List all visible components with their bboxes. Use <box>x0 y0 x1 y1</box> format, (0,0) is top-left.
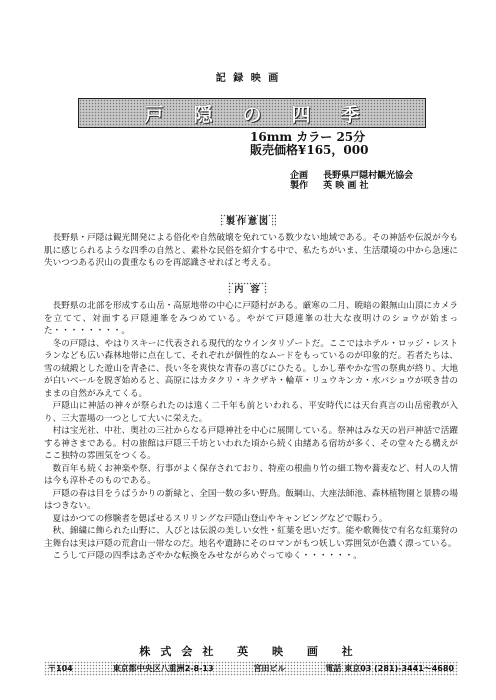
content-body <box>44 300 458 563</box>
film-format: 16mm カラー 25分 <box>250 130 366 144</box>
content-paragraph: 夏はかつての修験者を偲ばせるスリリングな戸隠山登山やキャンピングなどで賑わう。 <box>52 513 388 524</box>
phone-number: 電話 東京03 (281)-3441～4680 <box>325 664 454 673</box>
production-label: 製作 <box>290 181 309 191</box>
film-specs <box>250 131 368 157</box>
production-value: 英 映 画 社 <box>323 181 369 191</box>
content-paragraph: こうして戸隠の四季はあざやかな転換をみせながらめぐってゆく・・・・・・。 <box>52 551 362 561</box>
content-heading <box>0 282 496 295</box>
production-row <box>290 181 413 191</box>
intent-body <box>44 232 458 270</box>
building-name: 宮田ビル <box>253 664 286 673</box>
film-price: 販売価格¥165，000 <box>250 143 369 157</box>
content-paragraph: 長野県の北部を形成する山岳・高原地帯の中心に戸隠村がある。厳寒の二月、暁暗の銀無山山頂にカメラを立てて、対面する戸隠連峯をみつめている。やがて戸隠連峯の壮大な夜明けのショウが始まった・・・・・・・・。 <box>44 301 458 336</box>
content-paragraph: 戸隠の春は目をうばうかりの新緑と、全国一数の多い野鳥。飯綱山、大座法師池、森林植物園と景勝の場はつきない。 <box>44 488 458 511</box>
company-name: 株式会社 英 映 画 社 <box>139 645 363 658</box>
content-heading-text: 内 容 <box>234 285 262 295</box>
title-banner <box>78 98 426 128</box>
content-paragraph: 秋、錦繍に飾られた山野に、人びとは伝説の美しい女性・紅葉を思いだす。能や歌舞伎で有名な紅葉狩の主舞台は実は戸隠の荒倉山一帯なのだ。地名や遺跡にそのロマンがもつ妖しい雰囲気が色濃く漂っている。 <box>44 526 458 549</box>
planning-row <box>290 171 413 181</box>
street-address: 東京都中央区八重洲2-8-13 <box>112 664 214 673</box>
producer-credits <box>290 171 413 191</box>
postal-code: 〒104 <box>48 664 73 673</box>
content-paragraph: 村は宝光社、中社、奥社の三社からなる戸隠神社を中心に展開している。祭神はみな天の岩戸神話で活躍する神さまである。村の旅館は戸隠三千坊といわれた頃から続く由緒ある宿坊が多く、その堂々たる構えがここ独特の雰囲気をつくる。 <box>44 426 458 461</box>
planning-label: 企画 <box>290 171 309 181</box>
film-title: 戸隠の四季 <box>144 103 390 126</box>
content-paragraph: 戸隠山に神話の神々が祭られたのは遠く二千年も前といわれる、平安時代には天台真言の山岳密教が入り、三大霊場の一つとして大いに栄えた。 <box>44 401 458 424</box>
intent-heading-text: 製作意図 <box>225 217 270 227</box>
intent-paragraph: 長野県・戸隠は観光開発による俗化や自然破壊を免れている数少ない地域である。その神話や伝説が今も肌に感じられるような四季の自然と、素朴な民俗を紹介する中で、私たちがいま、生活環境の中から急速に失いつつある沢山の貴重なものを再認識させればと考える。 <box>44 233 458 268</box>
planning-value: 長野県戸隠村観光協会 <box>323 171 414 181</box>
film-category: 記 録 映 画 <box>215 73 281 84</box>
address-bar <box>44 661 458 676</box>
content-paragraph: 数百年も続くお神楽や祭、行事がよく保存されており、特産の根曲り竹の細工物や蕎麦など、村人の人情は今も淳朴そのものである。 <box>44 463 458 486</box>
intent-heading <box>0 214 496 227</box>
footer <box>44 643 458 676</box>
content-paragraph: 冬の戸隠は、やはりスキーに代表される現代的なウインタリゾートだ。ここではホテル・ロッジ・レストランなども広い森林地帯に点在して、それぞれが個性的なムードをもっているのが印象的だ。若者たちは、雪の絨緞とした遊山を青춘に、長い冬を爽快な青春の喜びにひたる。しかし華やかな雪の祭典が終り、大地が白いベールを脱ぎ始めると、高原にはカタクリ・キクザキ・輪草・リュウキンカ・水バショウが咲き昔のままの自然がみえてくる。 <box>44 338 458 399</box>
